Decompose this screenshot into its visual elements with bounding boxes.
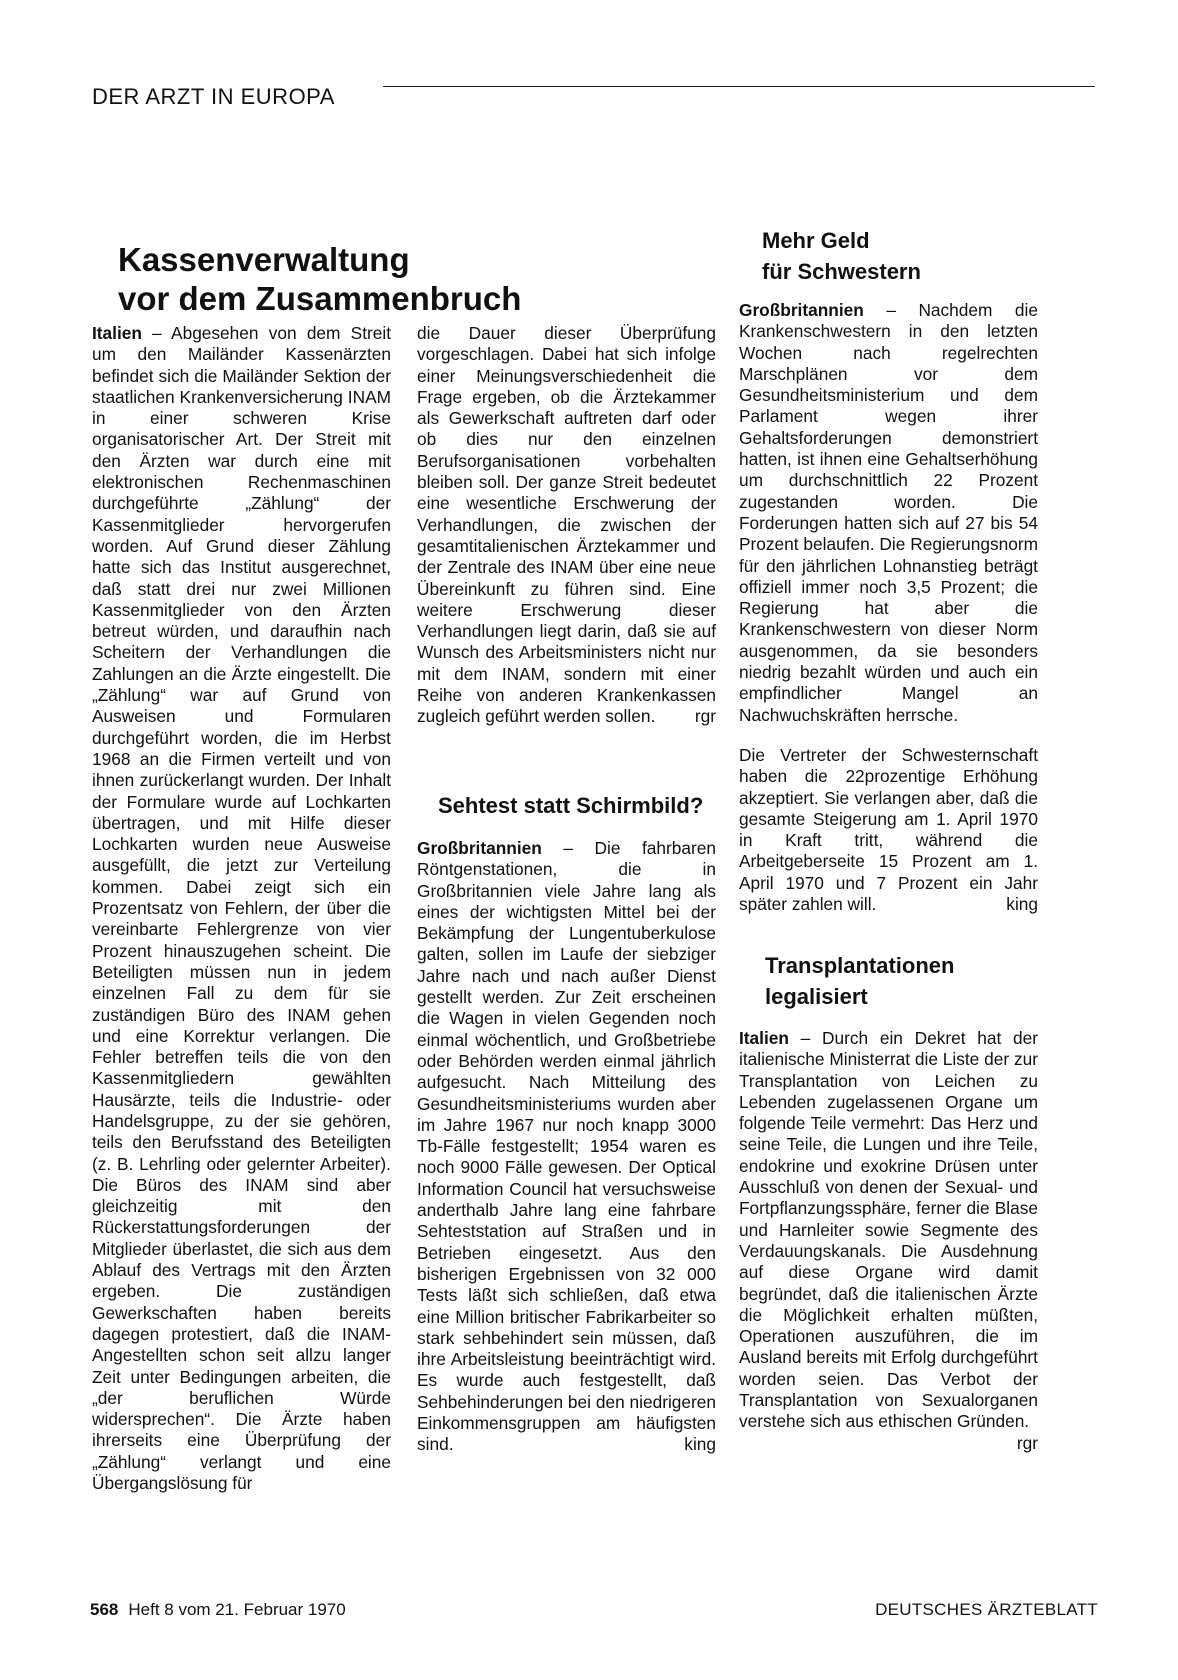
article-text: Die Vertreter der Schwesternschaft haben die 22prozentige Erhöhung akzeptiert. Sie verlangen aber, daß die gesamte Steigerung am 1. April 1970 in Kraft tritt, während die Arbeitgeberseite 15 Prozent am 1. April 1970 und 7 Prozent ein Jahr später zahlen will. <box>739 744 1038 915</box>
article-body-kassenverwaltung-col1 <box>92 323 391 1494</box>
author-signature: rgr <box>694 706 716 727</box>
article-lead-location: Italien <box>92 323 142 343</box>
article-lead-location: Großbritannien <box>417 838 542 858</box>
page-footer-left <box>90 1600 346 1620</box>
article-title-kassenverwaltung <box>118 240 521 318</box>
title-line: Transplantationen <box>765 953 955 978</box>
article-body-transplantationen <box>739 1028 1038 1454</box>
author-signature: king <box>684 1434 716 1455</box>
section-header: DER ARZT IN EUROPA <box>92 84 335 109</box>
title-line: Kassenverwaltung <box>118 241 410 278</box>
article-title-mehr-geld <box>762 225 921 287</box>
article-title-transplantationen <box>765 950 954 1012</box>
article-text: – Nachdem die Krankenschwestern in den letzten Wochen nach regelrechten Marschplänen vor dem Gesundheitsministerium und dem Parlament wegen ihrer Gehaltsforderungen demonstriert hatten, ist ihnen eine Gehaltserhöhung um durchschnittlich 22 Prozent zugestanden worden. Die Forderungen hatten sich auf 27 bis 54 Prozent belaufen. Die Regierungsnorm für den jährlichen Lohnanstieg beträgt offiziell immer noch 3,5 Prozent; die Regierung hat aber die Krankenschwestern von dieser Norm ausgenommen, da sie besonders niedrig bezahlt würden und auch ein empfindlicher Mangel an Nachwuchskräften herrsche. <box>739 300 1038 725</box>
article-text: – Die fahrbaren Röntgenstationen, die in Großbritannien viele Jahre lang als eines der wichtigsten Mittel bei der Bekämpfung der Lungentuberkulose galten, sollen im Laufe der siebziger Jahre nach und nach außer Dienst gestellt werden. Zur Zeit erscheinen die Wagen in vielen Gegenden noch einmal wöchentlich, und Großbetriebe oder Behörden werden einmal jährlich aufgesucht. Nach Mitteilung des Gesundheitsministeriums wurden aber im Jahre 1967 nur noch knapp 3000 Tb-Fälle festgestellt; 1954 waren es noch 9000 Fälle gewesen. Der Optical Information Council hat versuchsweise anderthalb Jahre lang eine fahrbare Sehteststation auf Straßen und in Betrieben eingesetzt. Aus den bisherigen Ergebnissen von 32 000 Tests läßt sich schließen, daß etwa eine Million britischer Fabrikarbeiter so stark sehbehindert sein müssen, daß ihre Arbeitsleistung beeinträchtigt wird. Es wurde auch festgestellt, daß Sehbehinderungen bei den niedrigeren Einkommensgruppen am häufigsten sind. <box>417 838 716 1455</box>
title-line: legalisiert <box>765 984 868 1009</box>
issue-info: Heft 8 vom 21. Februar 1970 <box>128 1600 346 1619</box>
article-body-kassenverwaltung-col2 <box>417 323 716 728</box>
article-lead-location: Italien <box>739 1028 789 1048</box>
author-signature: king <box>1006 894 1038 915</box>
author-signature: rgr <box>1016 1432 1038 1453</box>
article-text: – Abgesehen von dem Streit um den Mailänder Kassenärzten befindet sich die Mailänder Sektion der staatlichen Krankenversicherung INAM in einer schweren Krise organisatorischer Art. Der Streit mit den Ärzten war durch eine mit elektronischen Rechenmaschinen durchgeführte „Zählung“ der Kassenmitglieder hervorgerufen worden. Auf Grund dieser Zählung hatte sich das Institut ausgerechnet, daß statt drei nur zwei Millionen Kassenmitglieder von den Ärzten betreut würden, und daraufhin nach Scheitern der Verhandlungen die Zahlungen an die Ärzte eingestellt. Die „Zählung“ war auf Grund von Ausweisen und Formularen durchgeführt worden, die im Herbst 1968 an die Firmen verteilt und von ihnen zurückerlangt wurden. Der Inhalt der Formulare wurde auf Lochkarten übertragen, und mit Hilfe dieser Lochkarten wurden neue Ausweise ausgefüllt, die jetzt zur Verteilung kommen. Dabei zeigt sich ein Prozentsatz von Fehlern, der über die vereinbarte Fehlergrenze von vier Prozent hinauszugehen scheint. Die Beteiligten müssen nun in jedem einzelnen Fall zu dem für sie zuständigen Büro des INAM gehen und eine Korrektur verlangen. Die Fehler betreffen teils die von den Kassenmitgliedern gewählten Hausärzte, teils die Industrie- oder Handelsgruppe, zu der sie gehören, teils den Berufsstand des Beteiligten (z. B. Lehrling oder gelernter Arbeiter). Die Büros des INAM sind aber gleichzeitig mit den Rückerstattungsforderungen der Mitglieder überlastet, die sich aus dem Ablauf des Vertrags mit den Ärzten ergeben. Die zuständigen Gewerkschaften haben bereits dagegen protestiert, daß die INAM-Angestellten schon seit allzu langer Zeit unter Bedingungen arbeiten, die „der beruflichen Würde widersprechen“. Die Ärzte haben ihrerseits eine Überprüfung der „Zählung“ verlangt und eine Übergangslösung für <box>92 323 391 1494</box>
article-text: die Dauer dieser Überprüfung vorgeschlagen. Dabei hat sich infolge einer Meinungsverschiedenheit die Frage ergeben, ob die Ärztekammer als Gewerkschaft auftreten darf oder ob dies nur den einzelnen Berufsorganisationen vorbehalten bleiben soll. Der ganze Streit bedeutet eine wesentliche Erschwerung der Verhandlungen, die zwischen der gesamtitalienischen Ärztekammer und der Zentrale des INAM über eine neue Übereinkunft zu führen sind. Eine weitere Erschwerung dieser Verhandlungen liegt darin, daß sie auf Wunsch des Arbeitsministers nicht nur mit dem INAM, sondern mit einer Reihe von anderen Krankenkassen zugleich geführt werden sollen. <box>417 323 716 727</box>
title-line: für Schwestern <box>762 259 921 284</box>
article-body-mehr-geld <box>739 300 1038 915</box>
article-text: – Durch ein Dekret hat der italienische Ministerrat die Liste der zur Transplantation von Leichen zu Lebenden zugelassenen Organe um folgende Teile vermehrt: Das Herz und seine Teile, die Lungen und ihre Teile, endokrine und exokrine Drüsen unter Ausschluß von denen der Sexual- und Fortpflanzungssphäre, ferner die Blase und Harnleiter sowie Segmente des Verdauungskanals. Die Ausdehnung auf diese Organe wird damit begründet, daß die italienischen Ärzte die Möglichkeit erhalten müßten, Operationen auszuführen, die im Ausland bereits mit Erfolg durchgeführt worden seien. Das Verbot der Transplantation von Sexualorganen verstehe sich aus ethischen Gründen. <box>739 1028 1038 1432</box>
article-body-sehtest <box>417 838 716 1456</box>
publication-name: DEUTSCHES ÄRZTEBLATT <box>875 1600 1098 1619</box>
title-line: vor dem Zusammenbruch <box>118 280 522 317</box>
header-rule <box>383 86 1095 87</box>
title-line: Mehr Geld <box>762 228 870 253</box>
page-number: 568 <box>90 1600 119 1619</box>
article-title-sehtest: Sehtest statt Schirmbild? <box>438 793 704 818</box>
article-lead-location: Großbritannien <box>739 300 864 320</box>
